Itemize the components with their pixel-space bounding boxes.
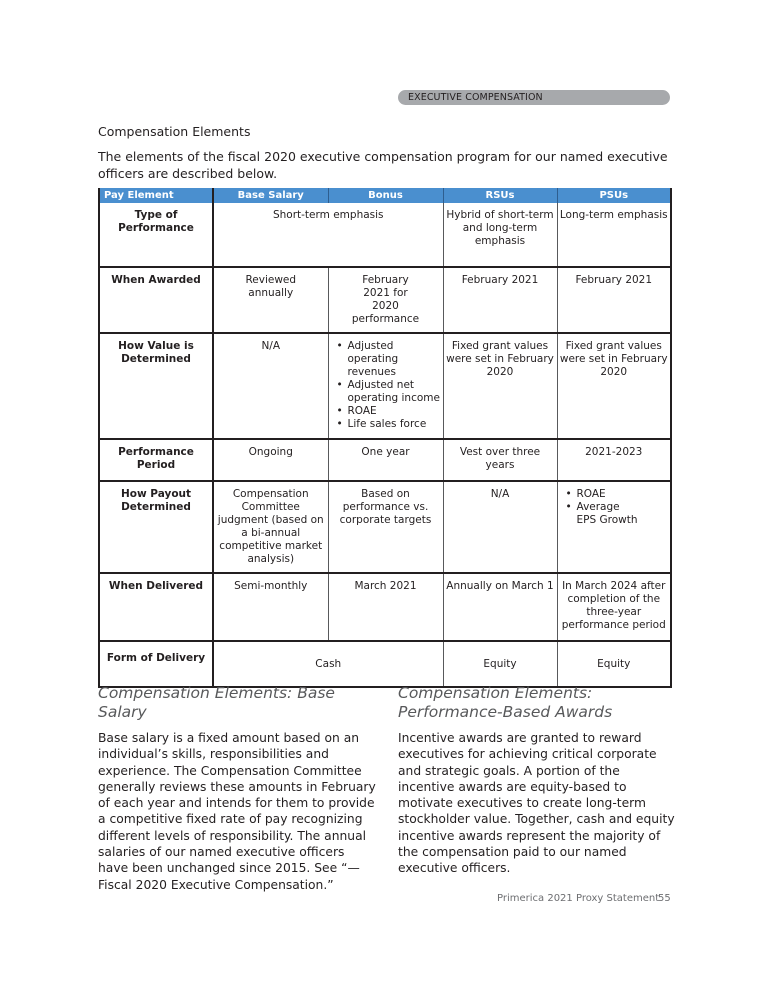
intro-paragraph: The elements of the fiscal 2020 executive compensation program for our named executive officers are described below. [98,149,668,181]
header-base-salary: Base Salary [213,188,328,203]
table-header-row [99,188,671,203]
cell-psus: 2021-2023 [557,439,671,481]
cell-base-salary: N/A [213,333,328,439]
cell-bonus: One year [328,439,443,481]
cell-rsus: N/A [443,481,557,573]
row-label: Form of Delivery [99,641,213,687]
list-item: • ROAE [566,488,669,501]
base-salary-section [98,684,376,893]
row-label: When Awarded [99,267,213,333]
base-salary-title: Compensation Elements: Base Salary [98,684,335,721]
cell-rsus: Vest over three years [443,439,557,481]
performance-awards-body: Incentive awards are granted to reward executives for achieving critical corporate and strategic goals. A portion of the incentive awards are equity-based to motivate executives to create long-term stockholder value. Together, cash and equity incentive awards represent the majority of the compensation paid to our named executive officers. [398,731,675,876]
row-label: Performance Period [99,439,213,481]
psus-metrics-list [560,488,669,527]
table-row [99,267,671,333]
row-label: How Payout Determined [99,481,213,573]
cell-bonus [328,481,443,573]
bonus-metrics-list [331,340,441,431]
list-item: • Adjusted net operating income [337,379,441,405]
cell-rsus: Hybrid of short-term and long-term emphasis [443,203,557,267]
table-row [99,481,671,573]
footer-document-title: Primerica 2021 Proxy Statement [497,893,660,904]
section-label: EXECUTIVE COMPENSATION [398,90,670,105]
cell-psus: February 2021 [557,267,671,333]
list-item: • ROAE [337,405,441,418]
header-bonus: Bonus [328,188,443,203]
cell-rsus: February 2021 [443,267,557,333]
header-psus: PSUs [557,188,671,203]
base-salary-body: Base salary is a fixed amount based on an individual’s skills, responsibilities and experience. The Compensation Committee generally reviews these amounts in February of each year and intends for them to provide a competitive fixed rate of pay recognizing different levels of responsibility. The annual salaries of our named executive officers have been unchanged since 2015. See “— Fiscal 2020 Executive Compensation.” [98,731,376,892]
table-row [99,641,671,687]
row-label: Type of Performance [99,203,213,267]
cell-base-salary: Compensation Committee judgment (based on a bi-annual competitive market analysis) [213,481,328,573]
cell-bonus [328,267,443,333]
list-item: • Adjusted operating revenues [337,340,441,379]
cell-rsus: Annually on March 1 [443,573,557,641]
row-label: When Delivered [99,573,213,641]
compensation-elements-table [98,188,672,688]
table-row [99,573,671,641]
cell-rsus: Fixed grant values were set in February 2020 [443,333,557,439]
table-row [99,203,671,267]
list-item: • Life sales force [337,418,441,431]
cell-text: February 2021 for 2020 performance [351,274,420,325]
row-label: How Value is Determined [99,333,213,439]
header-rsus: RSUs [443,188,557,203]
cell-bonus: March 2021 [328,573,443,641]
performance-awards-section [398,684,676,877]
cell-text: Reviewed annually [245,274,297,299]
table-row [99,333,671,439]
table-row [99,439,671,481]
cell-psus [557,481,671,573]
cell-psus: Equity [557,641,671,687]
cell-base-salary [213,267,328,333]
cell-psus: Fixed grant values were set in February 2020 [557,333,671,439]
performance-awards-title: Compensation Elements: Performance-Based Awards [398,684,613,721]
cell-base-bonus: Cash [213,641,443,687]
cell-psus: Long-term emphasis [557,203,671,267]
cell-base-salary: Semi-monthly [213,573,328,641]
cell-base-bonus: Short-term emphasis [213,203,443,267]
cell-psus: In March 2024 after completion of the three-year performance period [557,573,671,641]
header-pay-element: Pay Element [99,188,213,203]
compensation-elements-heading: Compensation Elements [98,124,251,139]
list-item: • Average EPS Growth [566,501,669,527]
cell-bonus [328,333,443,439]
cell-text: Based on performance vs. corporate targets [339,488,432,526]
footer-page-number: 55 [658,893,671,904]
cell-base-salary: Ongoing [213,439,328,481]
cell-rsus: Equity [443,641,557,687]
